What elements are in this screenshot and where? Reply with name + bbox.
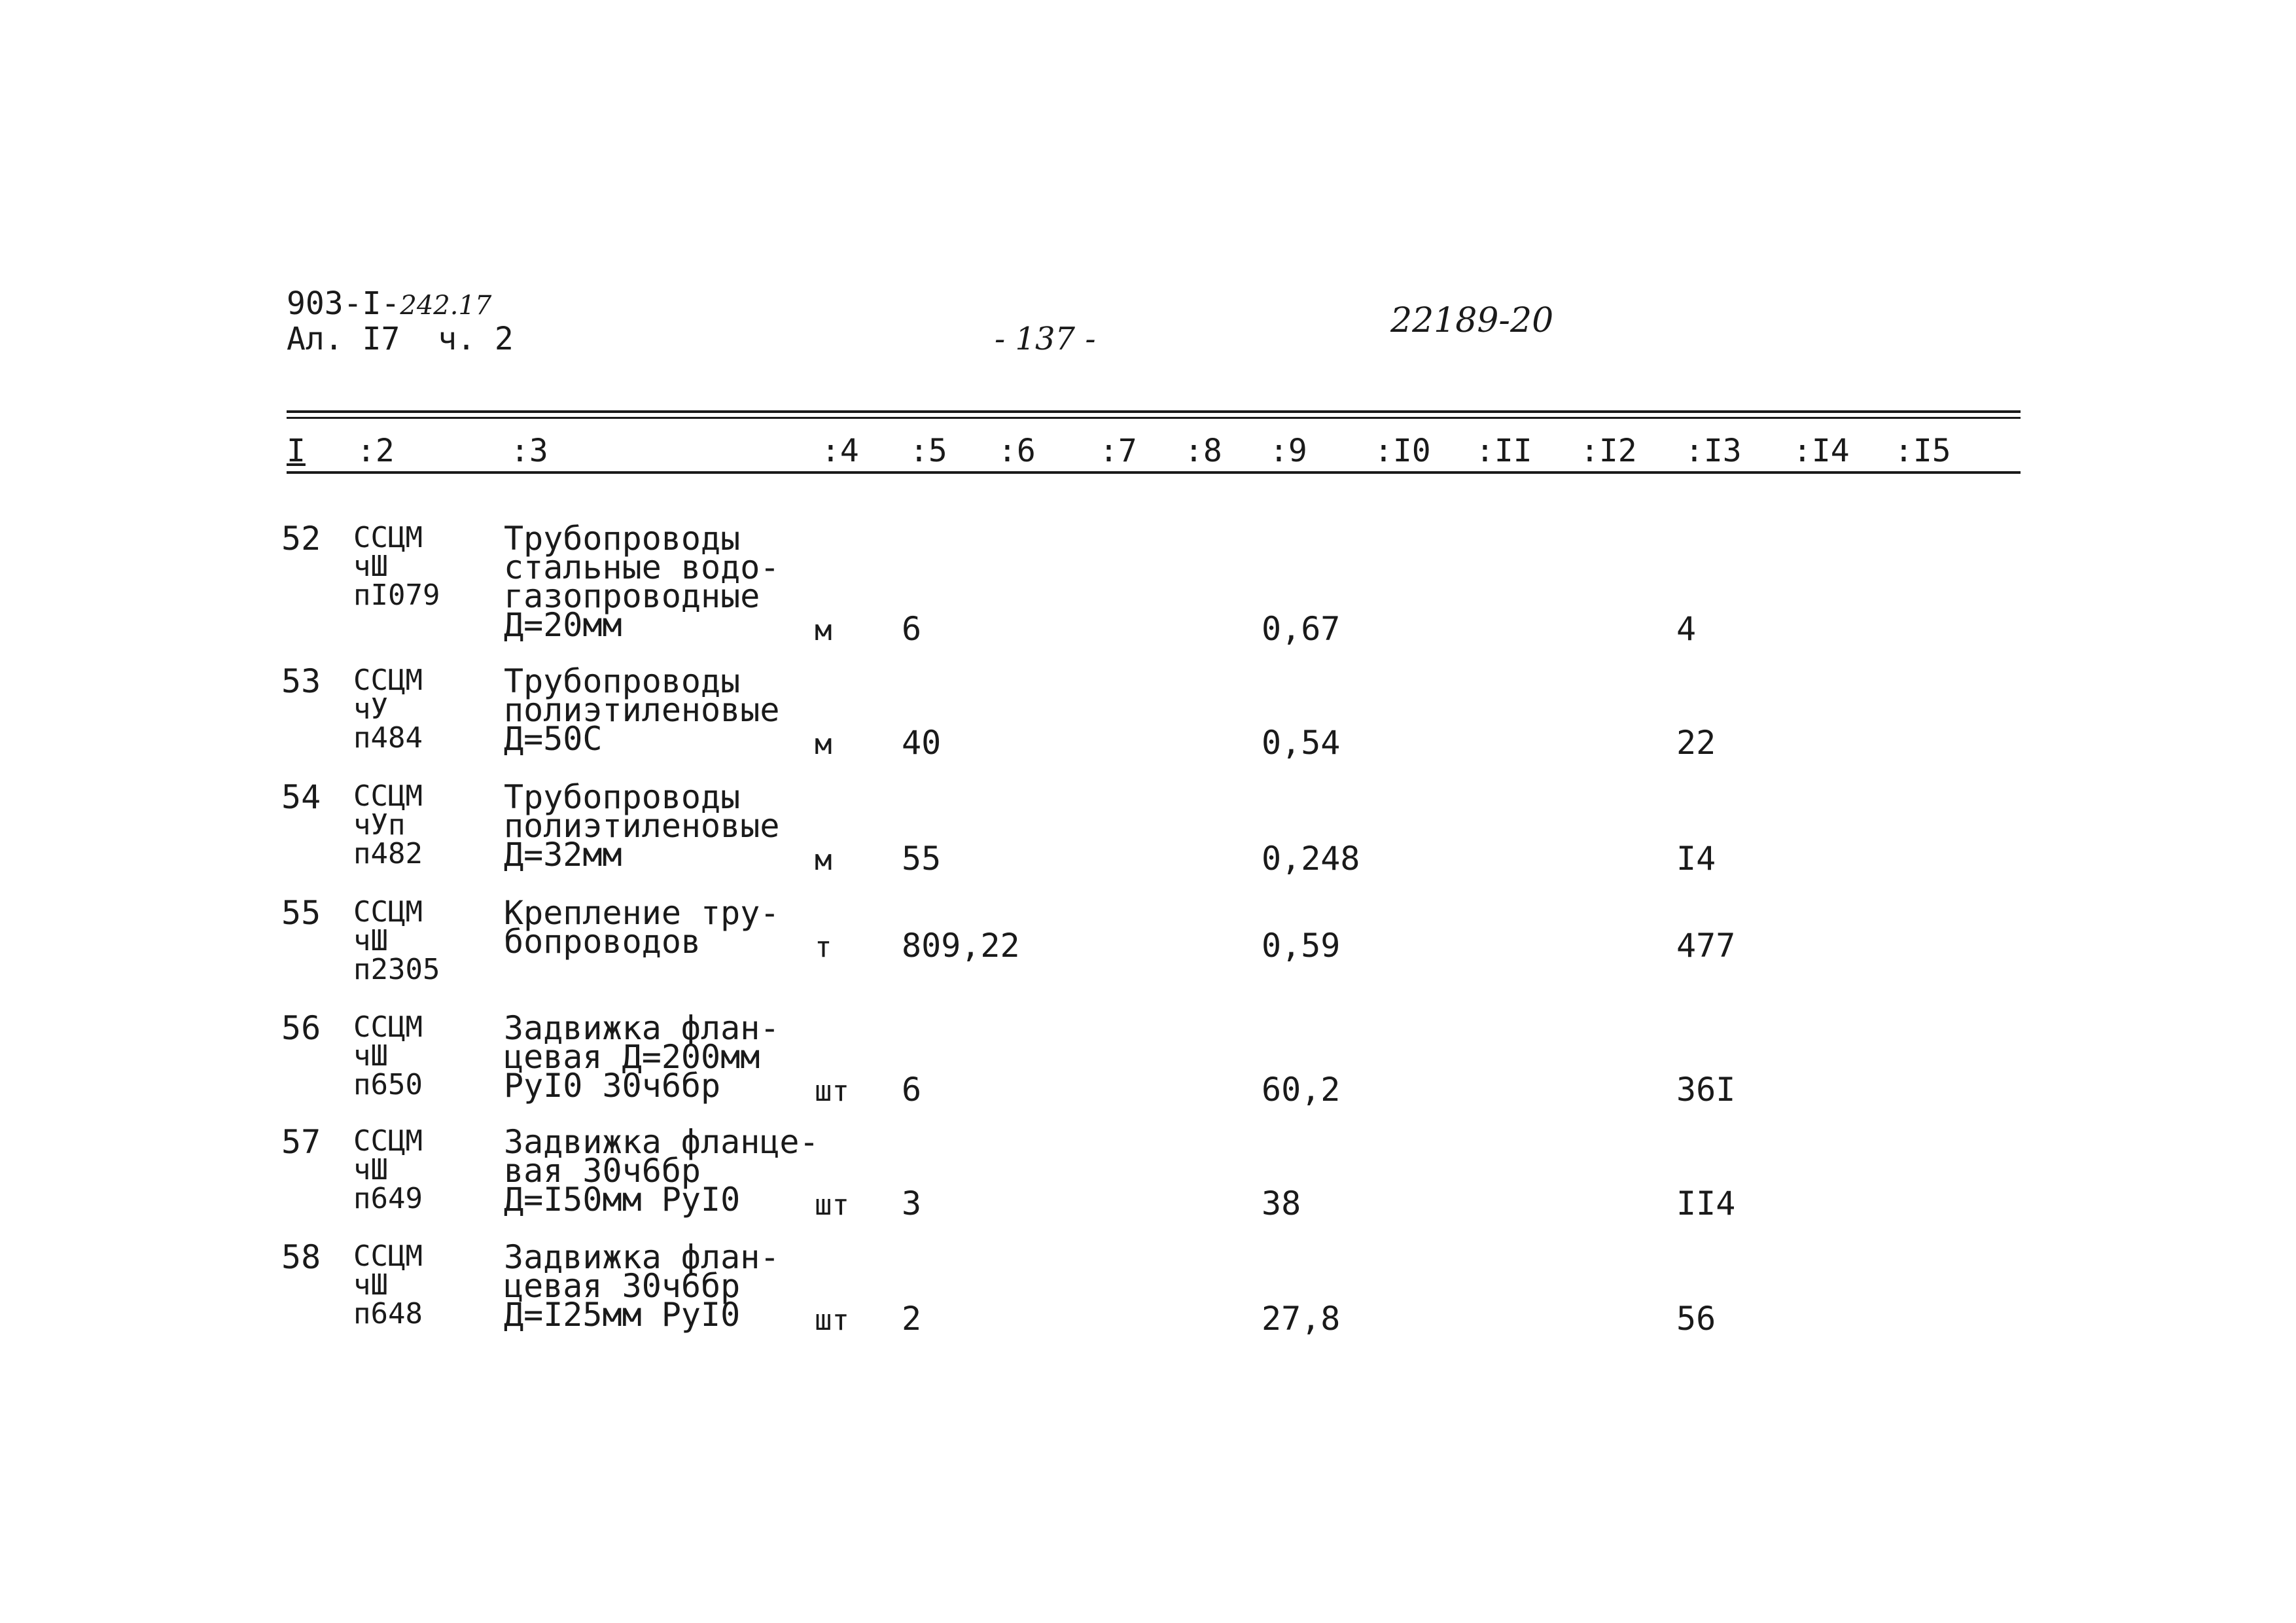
row-description-line: Задвижка флан-	[504, 1009, 780, 1047]
document-number: 22189-20	[1390, 301, 1554, 340]
row-unit-price: 0,59	[1262, 927, 1341, 965]
row-quantity: 809,22	[902, 927, 1020, 965]
row-code-line: п482	[353, 837, 423, 870]
row-code-line: ССЦМ	[353, 1010, 423, 1044]
row-description-line: Задвижка фланце-	[504, 1123, 819, 1161]
row-code-line: чШ	[353, 550, 388, 583]
row-number: 58	[281, 1238, 321, 1276]
row-description-line: Крепление тру-	[504, 894, 780, 932]
row-code-line: чШ	[353, 924, 388, 957]
header-rule-top-second	[287, 417, 2021, 419]
row-code-line: ССЦМ	[353, 895, 423, 929]
column-header-6: :6	[998, 433, 1036, 469]
column-header-4: :4	[821, 433, 859, 469]
row-unit: т	[815, 931, 832, 964]
row-description-line: полиэтиленовые	[504, 691, 780, 729]
row-quantity: 2	[902, 1300, 922, 1338]
column-header-15: :I5	[1894, 433, 1951, 469]
row-unit: шт	[815, 1075, 849, 1108]
column-header-12: :I2	[1580, 433, 1637, 469]
column-header-8: :8	[1184, 433, 1222, 469]
row-description-line: Трубопроводы	[504, 778, 741, 816]
row-description-line: цевая Д=200мм	[504, 1038, 760, 1076]
header-rule-top	[287, 410, 2021, 413]
row-description-line: вая 30ч6бр	[504, 1152, 701, 1190]
row-description-line: бопроводов	[504, 923, 701, 961]
row-total: 56	[1676, 1300, 1716, 1338]
row-total: 22	[1676, 724, 1716, 762]
row-unit: м	[815, 728, 832, 761]
row-description-line: Д=20мм	[504, 606, 622, 644]
header-rule-bottom	[287, 471, 2021, 474]
row-quantity: 6	[902, 610, 922, 648]
row-number: 53	[281, 662, 321, 700]
row-code-line: чУп	[353, 808, 406, 842]
row-code-line: чШ	[353, 1268, 388, 1302]
row-number: 54	[281, 778, 321, 816]
row-code-line: п484	[353, 721, 423, 755]
row-unit: шт	[815, 1304, 849, 1337]
row-number: 52	[281, 520, 321, 558]
column-header-5: :5	[910, 433, 947, 469]
row-unit-price: 27,8	[1262, 1300, 1341, 1338]
column-header-1: I	[287, 433, 306, 469]
row-code-line: п2305	[353, 953, 440, 986]
column-header-3: :3	[510, 433, 548, 469]
row-number: 55	[281, 894, 321, 932]
row-unit: шт	[815, 1188, 849, 1222]
row-unit: м	[815, 614, 832, 647]
row-description-line: Д=50С	[504, 720, 603, 758]
row-code-line: ССЦМ	[353, 779, 423, 813]
row-unit-price: 60,2	[1262, 1071, 1341, 1109]
row-total: 477	[1676, 927, 1736, 965]
row-unit-price: 0,54	[1262, 724, 1341, 762]
row-total: I4	[1676, 840, 1716, 878]
row-code-line: чУ	[353, 692, 388, 726]
row-description-line: стальные водо-	[504, 548, 780, 586]
row-quantity: 6	[902, 1071, 922, 1109]
row-description-line: Д=I25мм РуI0	[504, 1296, 741, 1334]
row-code-line: ССЦМ	[353, 1240, 423, 1273]
row-number: 57	[281, 1123, 321, 1161]
row-unit-price: 0,67	[1262, 610, 1341, 648]
column-header-2: :2	[357, 433, 395, 469]
row-description-line: Трубопроводы	[504, 520, 741, 558]
column-header-9: :9	[1269, 433, 1307, 469]
row-total: 4	[1676, 610, 1697, 648]
row-description-line: Задвижка флан-	[504, 1238, 780, 1276]
column-header-14: :I4	[1793, 433, 1850, 469]
row-description-line: Трубопроводы	[504, 662, 741, 700]
column-header-13: :I3	[1685, 433, 1742, 469]
row-description-line: Д=32мм	[504, 836, 622, 874]
row-total: 36I	[1676, 1071, 1736, 1109]
column-header-7: :7	[1099, 433, 1137, 469]
sheet-reference: Ал. I7 ч. 2	[287, 321, 514, 357]
document-code	[287, 285, 492, 322]
row-code-line: чШ	[353, 1153, 388, 1186]
row-unit: м	[815, 844, 832, 877]
row-number: 56	[281, 1009, 321, 1047]
row-description-line: цевая 30ч6бр	[504, 1267, 741, 1305]
row-code-line: ССЦМ	[353, 521, 423, 554]
row-total: II4	[1676, 1185, 1736, 1222]
row-unit-price: 38	[1262, 1185, 1301, 1222]
row-description-line: Д=I50мм РуI0	[504, 1181, 741, 1219]
row-code-line: ССЦМ	[353, 1124, 423, 1158]
row-description-line: РуI0 30ч6бр	[504, 1067, 721, 1105]
row-quantity: 55	[902, 840, 942, 878]
row-unit-price: 0,248	[1262, 840, 1360, 878]
document-code-prefix: 903-I-	[287, 285, 400, 322]
row-code-line: п648	[353, 1297, 423, 1330]
document-code-handwritten: 242.17	[400, 291, 492, 321]
column-header-10: :I0	[1374, 433, 1431, 469]
page-number: - 137 -	[995, 321, 1096, 357]
row-code-line: чШ	[353, 1039, 388, 1073]
row-code-line: п650	[353, 1068, 423, 1101]
row-quantity: 3	[902, 1185, 922, 1222]
row-code-line: п649	[353, 1182, 423, 1215]
row-description-line: газопроводные	[504, 577, 760, 615]
row-code-line: ССЦМ	[353, 664, 423, 697]
row-code-line: пI079	[353, 579, 440, 612]
column-header-11: :II	[1475, 433, 1532, 469]
row-quantity: 40	[902, 724, 942, 762]
row-description-line: полиэтиленовые	[504, 807, 780, 845]
